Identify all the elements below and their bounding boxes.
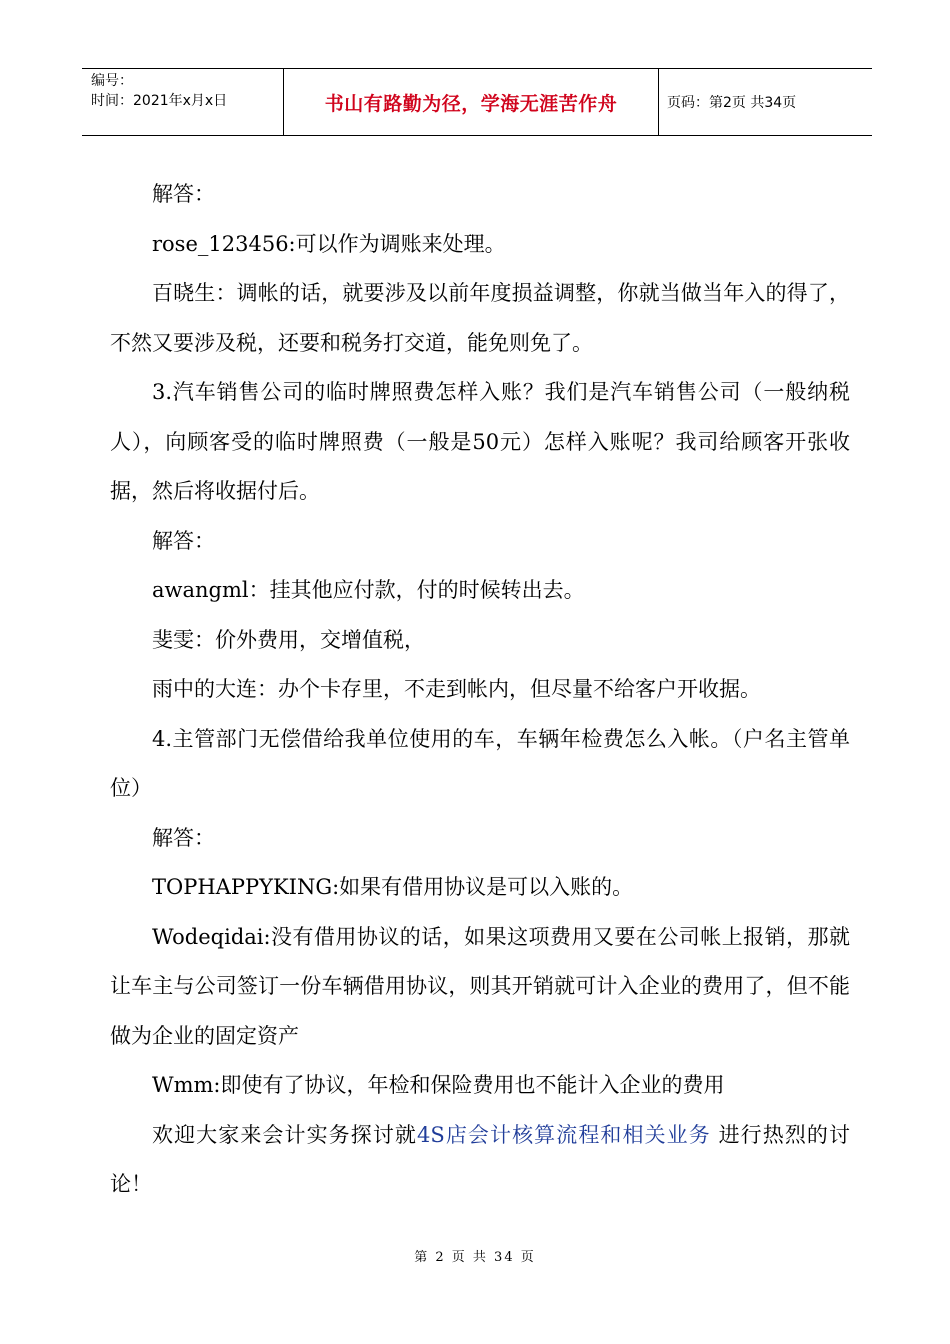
header-page-info: 页码：第2页 共34页 [667,95,797,111]
paragraph: 雨中的大连：办个卡存里，不走到帐内，但尽量不给客户开收据。 [152,677,761,701]
header-motto-cell [283,69,659,135]
document-body [110,170,850,1210]
paragraph: 斐雯：价外费用，交增值税， [152,627,425,652]
page-header [82,68,872,136]
closing-text-after: 进行热烈的讨论！ [110,1122,850,1196]
paragraph: 解答： [152,182,215,206]
paragraph: rose_123456:可以作为调账来处理。 [152,231,506,256]
paragraph: 4.主管部门无偿借给我单位使用的车，车辆年检费怎么入帐。（户名主管单位） [110,726,850,800]
header-motto: 书山有路勤为径，学海无涯苦作舟 [324,92,618,115]
closing-paragraph [110,1111,850,1210]
paragraph: 百晓生：调帐的话，就要涉及以前年度损益调整，你就当做当年入的得了，不然又要涉及税，还要和税务打交道，能免则免了。 [110,281,850,355]
paragraph: TOPHAPPYKING:如果有借用协议是可以入账的。 [152,875,634,899]
paragraph: 解答： [152,825,215,850]
closing-text-before: 欢迎大家来会计实务探讨就 [152,1122,417,1147]
document-date: 时间：2021年x月x日 [91,93,228,109]
topic-link[interactable]: 4S店会计核算流程和相关业务 [417,1122,711,1147]
paragraph: 3.汽车销售公司的临时牌照费怎样入账？我们是汽车销售公司（一般纳税人），向顾客受的临时牌照费（一般是50元）怎样入账呢？我司给顾客开张收据，然后将收据付后。 [110,380,850,503]
page-footer: 第 2 页 共 34 页 [414,1250,536,1265]
paragraph: Wmm:即使有了协议，年检和保险费用也不能计入企业的费用 [152,1073,725,1097]
paragraph: awangml：挂其他应付款，付的时候转出去。 [152,578,585,602]
header-meta [82,69,283,135]
document-number-label: 编号： [91,73,133,89]
paragraph: Wodeqidai:没有借用协议的话，如果这项费用又要在公司帐上报销，那就让车主与公司签订一份车辆借用协议，则其开销就可计入企业的费用了，但不能做为企业的固定资产 [110,924,850,1048]
paragraph: 解答： [152,528,215,553]
